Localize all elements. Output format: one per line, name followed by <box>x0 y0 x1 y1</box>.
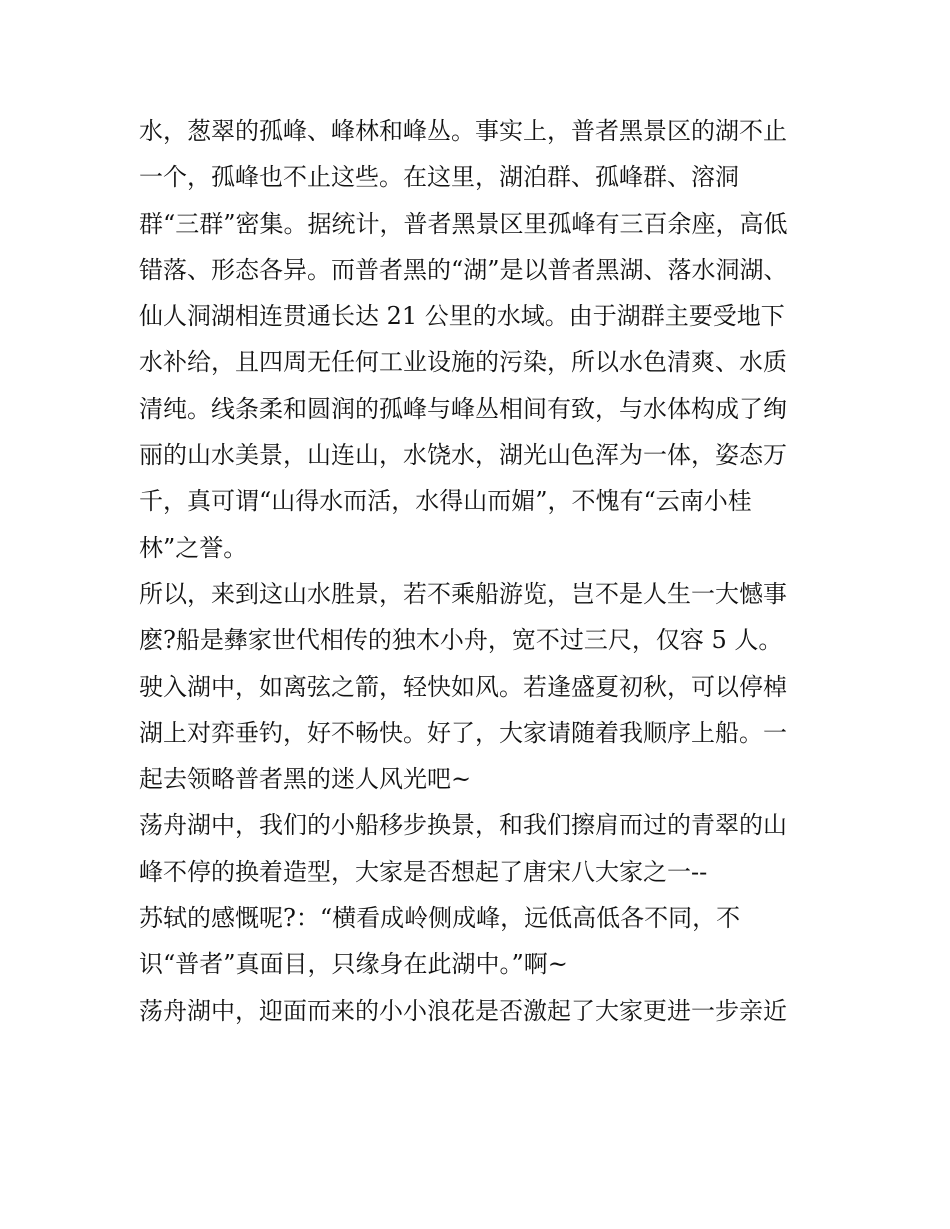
text-line: 仙人洞湖相连贯通长达 21 公里的水域。由于湖群主要受地下 <box>139 302 785 331</box>
text-line: 荡舟湖中，迎面而来的小小浪花是否激起了大家更进一步亲近 <box>139 996 787 1025</box>
text-line: 荡舟湖中，我们的小船移步换景，和我们擦肩而过的青翠的山 <box>139 811 787 840</box>
text-line: 千，真可谓“山得水而活，水得山而媚”，不愧有“云南小桂 <box>139 487 752 516</box>
document-body <box>139 108 829 1034</box>
text-line: 水补给，且四周无任何工业设施的污染，所以水色清爽、水质 <box>139 348 787 377</box>
text-line: 丽的山水美景，山连山，水饶水，湖光山色浑为一体，姿态万 <box>139 441 787 470</box>
text-line: 识“普者”真面目，只缘身在此湖中。”啊~ <box>139 950 568 979</box>
text-line: 林”之誉。 <box>139 533 248 562</box>
text-line: 湖上对弈垂钓，好不畅快。好了，大家请随着我顺序上船。一 <box>139 718 787 747</box>
text-line: 驶入湖中，如离弦之箭，轻快如风。若逢盛夏初秋，可以停棹 <box>139 672 787 701</box>
text-line: 麽?船是彝家世代相传的独木小舟，宽不过三尺，仅容 5 人。 <box>139 626 783 655</box>
text-line: 苏轼的感慨呢?：“横看成岭侧成峰，远低高低各不同，不 <box>139 904 741 933</box>
text-line: 错落、形态各异。而普者黑的“湖”是以普者黑湖、落水洞湖、 <box>139 255 788 284</box>
text-line: 群“三群”密集。据统计，普者黑景区里孤峰有三百余座，高低 <box>139 209 788 238</box>
text-line: 所以，来到这山水胜景，若不乘船游览，岂不是人生一大憾事 <box>139 579 787 608</box>
text-line: 峰不停的换着造型，大家是否想起了唐宋八大家之一-- <box>139 857 708 886</box>
text-line: 清纯。线条柔和圆润的孤峰与峰丛相间有致，与水体构成了绚 <box>139 394 787 423</box>
text-line: 一个，孤峰也不止这些。在这里，湖泊群、孤峰群、溶洞 <box>139 163 739 192</box>
text-line: 起去领略普者黑的迷人风光吧~ <box>139 765 472 794</box>
text-line: 水，葱翠的孤峰、峰林和峰丛。事实上，普者黑景区的湖不止 <box>139 117 787 145</box>
